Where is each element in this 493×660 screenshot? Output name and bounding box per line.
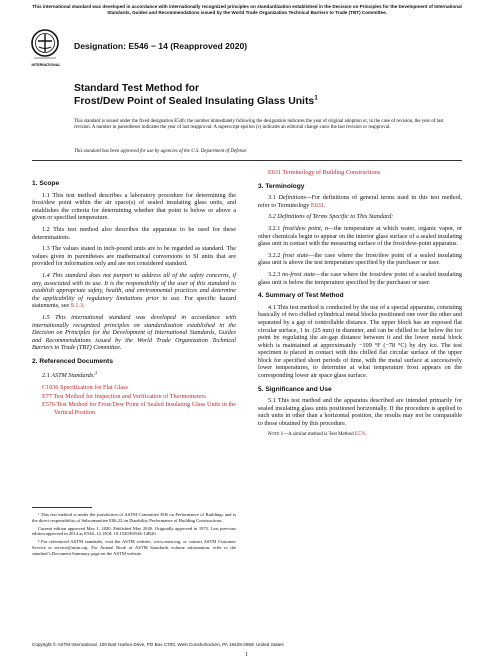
para-2-1: 2.1 ASTM Standards:$^2$ [42,370,98,380]
para-1-1: 1.1 This test method describes a laboratory procedure for determining the frost/dew point within the air space(s) of sealed insulating glass units, and establishes the criteria for determining whether that point is below or above a given or specified temperature. [32,191,236,222]
para-1-2: 1.2 This test method also describes the apparatus to be used for these determinations. [32,225,236,241]
dod-notice: This standard has been approved for use by agencies of the U.S. Department of Defense. [74,149,248,154]
referenced-documents-heading: 2. Referenced Documents [32,357,113,365]
para-3-2: 3.2 Definitions of Terms Specific to This Standard: [268,213,394,221]
ref-c1036: C1036 Specification for Flat Glass [42,384,128,392]
title-line-1: Standard Test Method for [74,83,200,94]
link-9-1-3[interactable]: 9.1.3 [70,302,84,310]
para-1-3: 1.3 The values stated in inch-pound units are to be regarded as standard. The values given in parentheses are mathematical conversions to SI units that are provided for information only and are not considered standard. [32,245,236,268]
title-line-2: Frost/Dew Point of Sealed Insulating Glass Units$^1$ [74,94,318,107]
footnotes [32,512,236,559]
link-e631-inline[interactable]: E631 [310,201,324,209]
link-e77[interactable]: E77 [42,392,52,400]
para-4-1: 4.1 This test method is conducted by the use of a special apparatus, consisting basically of two chilled cylindrical metal blocks positioned one over the other and separated by a gap of controllable distance. The upper block has an exposed flat circular surface, 1 in. (25 mm) in diameter, and can be chilled to far below the ice point by regulating the air-gap distance between it and the lower metal block which is maintained at approximately −109 °F (−78 °C) by dry ice. The test specimen is placed in contact with this chilled flat circular surface of the upper block for specified short periods of time, with the metal surface at successively lower temperatures, to determine at what temperature frost appears on the corresponding lower air space glass surface. [258,303,462,380]
significance-heading: 5. Significance and Use [258,385,332,393]
copyright: Copyright © ASTM International, 100 Barr Harbor Drive, PO Box C700, West Conshohocken, PA 19428-2959. United States [32,642,284,647]
page-number: 1 [245,652,248,658]
link-e576-note[interactable]: E576 [354,431,366,437]
right-column [258,169,462,442]
summary-heading: 4. Summary of Test Method [258,292,344,300]
para-3-1: 3.1 Definitions—For definitions of general terms used in this test method, refer to Terminology E631. [258,194,462,209]
footnote-1: ¹ This test method is under the jurisdiction of ASTM Committee E06 on Performance of Buildings and is the direct responsibility of Subcommittee E06.22 on Durability Performance of Building Constructions. [32,512,236,523]
para-3-2-1: 3.2.1 frost/dew point, n—the temperature at which water, organic vapor, or other chemicals begin to appear on the interior glass surface of a sealed insulating glass unit in contact with the measuring surface of the frost/dew-point apparatus. [258,224,463,248]
link-e576[interactable]: E576 [42,401,56,409]
ref-e576: E576 Test Method for Frost/Dew Point of Sealed Insulating Glass Units in the Vertical Position [42,401,236,416]
ref-e77: E77 Test Method for Inspection and Verification of Thermometers [42,392,206,400]
footnote-divider [32,507,92,508]
para-3-2-3: 3.2.3 no-frost state—the case where the frost/dew point of a sealed insulating glass unit is below the temperature specified by the purchaser or user. [258,270,462,286]
left-column [32,174,236,418]
footnote-1-edition: Current edition approved May 1, 2020. Published May 2020. Originally approved in 1975. Last previous edition approved in 2014 as E546–14. DOI: 10.1520/E0546-14R20. [32,525,236,537]
ref-e631: E631 Terminology of Building Constructions [268,169,381,176]
header-divider [32,160,462,161]
logo-text: INTERNATIONAL [31,63,61,67]
issuance-notice: This standard is issued under the fixed designation E546; the number immediately following the designation indicates the year of original adoption or, in the case of revision, the year of last revision. A number in parentheses indicates the year of last reapproval. A superscript epsilon (ε) indicates an editorial change since the last revision or reapproval. [74,119,444,131]
footnote-2: ² For referenced ASTM standards, visit the ASTM website, www.astm.org, or contact ASTM Customer Service at service@astm.org. For Annual Book of ASTM Standards volume information, refer to the standard’s Document Summary page on the ASTM website. [32,539,236,556]
para-1-5: 1.5 This international standard was developed in accordance with internationally recognized principles on standardization established in the Decision on Principles for the Development of International Standards, Guides and Recommendations issued by the World Trade Organization Technical Barriers to Trade (TBT) Committee. [32,313,236,352]
standard-banner: This international standard was developed in accordance with internationally recognized principles on standardization established in the Decision on Principles for the Development of International Standards, Guides and Recommendations issued by the World Trade Organization Technical Barriers to Trade (TBT) Committee. [32,4,462,15]
scope-heading: 1. Scope [32,180,60,187]
document-title [74,83,434,108]
astm-logo-icon [30,28,60,74]
para-3-2-2: 3.2.2 frost state—the case where the frost/dew point of a sealed insulating glass unit is above the test temperature specified by the purchaser or user. [258,251,462,267]
title-footnote-marker: 1 [314,94,318,102]
para-1-4: 1.4 This standard does not purport to address all of the safety concerns, if any, associated with its use. It is the responsibility of the user of this standard to establish appropriate safety, health, and environmental practices and determine the applicability of regulatory limitations prior to use. For specific hazard statements, see 9.1.3. [32,271,237,310]
link-c1036[interactable]: C1036 [42,384,59,392]
para-5-1: 5.1 This test method and the apparatus described are intended primarily for sealed insulating glass units positioned horizontally. If the procedure is applied to such units in other than a horizontal position, the results may not be comparable to those obtained by this procedure. [258,397,462,428]
terminology-heading: 3. Terminology [258,182,305,190]
link-e631[interactable]: E631 [268,169,282,176]
designation: Designation: E546 − 14 (Reapproved 2020) [74,41,248,51]
note-1: Note 1—A similar method is Test Method E576. [268,431,367,437]
